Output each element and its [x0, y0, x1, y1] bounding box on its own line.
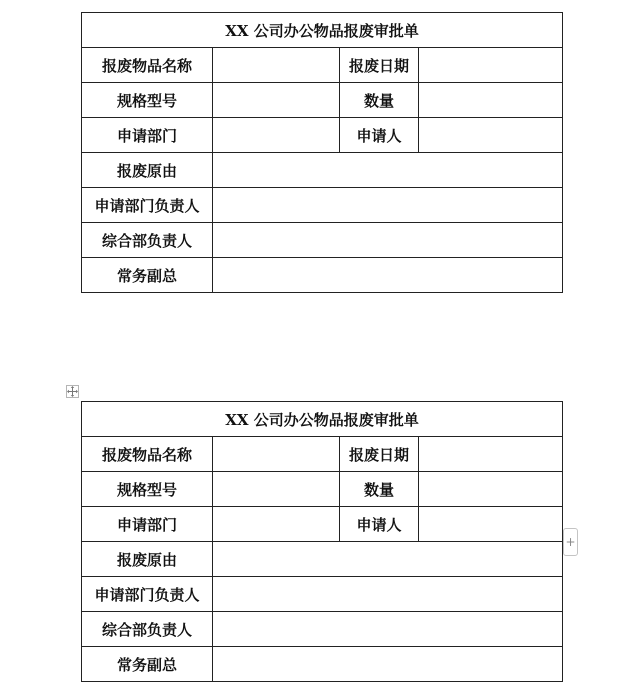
- form-title: XX 公司办公物品报废审批单: [82, 13, 563, 48]
- applicant-cell[interactable]: [419, 507, 563, 542]
- quantity-cell[interactable]: [419, 83, 563, 118]
- spec-model-cell[interactable]: [213, 472, 340, 507]
- item-name-cell[interactable]: [213, 437, 340, 472]
- spec-model-label: 规格型号: [82, 472, 213, 507]
- table-row: [82, 48, 563, 83]
- approval-form-table-2: [81, 401, 563, 682]
- title-row: [82, 402, 563, 437]
- applicant-cell[interactable]: [419, 118, 563, 153]
- scrap-date-label: 报废日期: [340, 48, 419, 83]
- applying-dept-cell[interactable]: [213, 118, 340, 153]
- dept-head-label: 申请部门负责人: [82, 188, 213, 223]
- table-row: [82, 577, 563, 612]
- spec-model-label: 规格型号: [82, 83, 213, 118]
- executive-vp-label: 常务副总: [82, 258, 213, 293]
- applicant-label: 申请人: [340, 507, 419, 542]
- scrap-reason-label: 报废原由: [82, 542, 213, 577]
- scrap-date-cell[interactable]: [419, 437, 563, 472]
- table-row: [82, 437, 563, 472]
- table-move-handle[interactable]: [66, 385, 79, 398]
- table-row: [82, 118, 563, 153]
- table-row: [82, 542, 563, 577]
- title-row: [82, 13, 563, 48]
- applying-dept-cell[interactable]: [213, 507, 340, 542]
- scrap-date-label: 报废日期: [340, 437, 419, 472]
- scrap-reason-label: 报废原由: [82, 153, 213, 188]
- applicant-label: 申请人: [340, 118, 419, 153]
- table-row: [82, 153, 563, 188]
- scrap-reason-cell[interactable]: [213, 542, 563, 577]
- table-row: [82, 507, 563, 542]
- table-row: [82, 188, 563, 223]
- table-row: [82, 472, 563, 507]
- dept-head-label: 申请部门负责人: [82, 577, 213, 612]
- table-row: [82, 83, 563, 118]
- dept-head-cell[interactable]: [213, 188, 563, 223]
- move-arrows-icon: [67, 386, 78, 397]
- general-dept-head-label: 综合部负责人: [82, 223, 213, 258]
- dept-head-cell[interactable]: [213, 577, 563, 612]
- general-dept-head-cell[interactable]: [213, 223, 563, 258]
- scrap-reason-cell[interactable]: [213, 153, 563, 188]
- form-title: XX 公司办公物品报废审批单: [82, 402, 563, 437]
- table-row: [82, 258, 563, 293]
- general-dept-head-cell[interactable]: [213, 612, 563, 647]
- table-row: [82, 223, 563, 258]
- general-dept-head-label: 综合部负责人: [82, 612, 213, 647]
- spec-model-cell[interactable]: [213, 83, 340, 118]
- executive-vp-cell[interactable]: [213, 647, 563, 682]
- scrap-date-cell[interactable]: [419, 48, 563, 83]
- table-row: [82, 647, 563, 682]
- applying-dept-label: 申请部门: [82, 118, 213, 153]
- approval-form-table-1: [81, 12, 563, 293]
- executive-vp-label: 常务副总: [82, 647, 213, 682]
- quantity-label: 数量: [340, 472, 419, 507]
- item-name-label: 报废物品名称: [82, 48, 213, 83]
- executive-vp-cell[interactable]: [213, 258, 563, 293]
- quantity-cell[interactable]: [419, 472, 563, 507]
- item-name-cell[interactable]: [213, 48, 340, 83]
- quantity-label: 数量: [340, 83, 419, 118]
- applying-dept-label: 申请部门: [82, 507, 213, 542]
- table-row: [82, 612, 563, 647]
- item-name-label: 报废物品名称: [82, 437, 213, 472]
- add-row-button[interactable]: +: [563, 528, 578, 556]
